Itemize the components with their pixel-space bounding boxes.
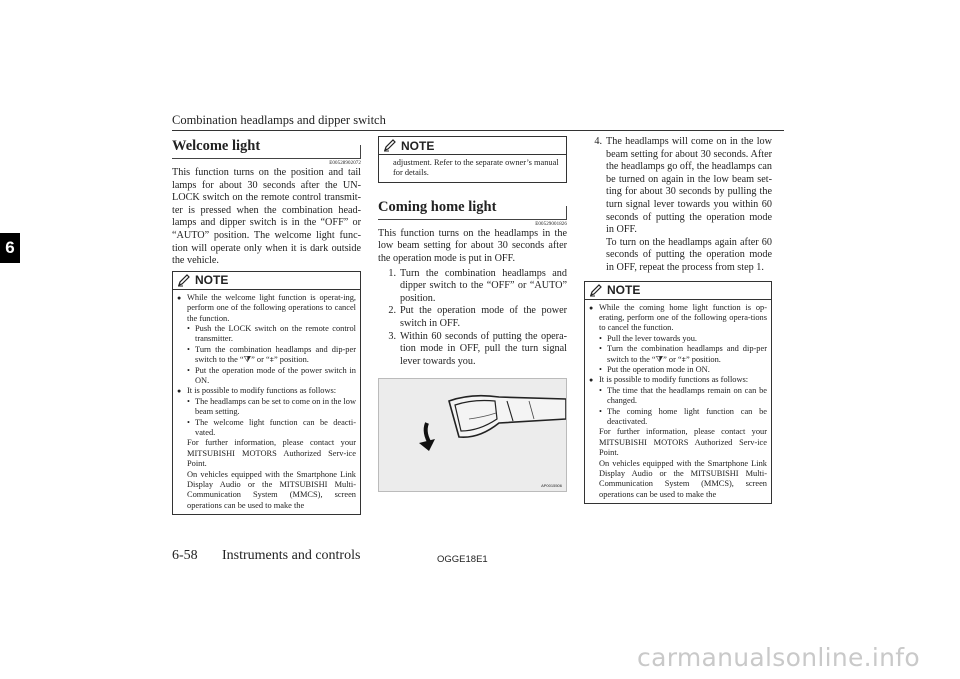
note-continued (378, 136, 567, 183)
watermark: carmanualsonline.info (637, 643, 920, 672)
section-tab: 6 (0, 233, 20, 263)
step-item: 1. Turn the combination headlamps and dipper switch to the “OFF” or “AUTO” position. (388, 267, 567, 304)
note-continued-text: adjustment. Refer to the separate owner’s manual for details. (393, 158, 559, 178)
note-sub-item: • The headlamps can be set to come on in the low beam setting. (187, 396, 356, 417)
turn-signal-lever-figure (378, 378, 567, 492)
figure-code: AP0015506 (541, 483, 562, 489)
bullet-icon: ● (177, 293, 182, 302)
note-sub-item: • The coming home light function can be deactivated. (599, 406, 767, 426)
step-continuation: To turn on the headlamps again after 60 seconds of putting the operation mode in OFF, repeat the process from step 1. (606, 236, 772, 273)
coming-home-light-code: E00529001826 (535, 221, 567, 227)
step-item: 3. Within 60 seconds of putting the opera-tion mode in OFF, pull the turn signal lever towards you. (388, 330, 567, 367)
bullet-icon: ● (589, 303, 594, 312)
note-header (585, 282, 771, 300)
column-coming-home-continued (584, 136, 772, 504)
note-sub-item: • Pull the lever towards you. (599, 333, 698, 343)
note-sub-item: • Push the LOCK switch on the remote control transmitter. (187, 323, 356, 344)
note-header (379, 137, 566, 155)
note-label: NOTE (607, 283, 641, 298)
step-item: 2. Put the operation mode of the power switch in OFF. (388, 305, 567, 329)
welcome-light-note (172, 271, 361, 516)
note-paragraph: On vehicles equipped with the Smartphone Link Display Audio or the MITSUBISHI Multi-Communication System (MMCS), screen operations can be used to make the (599, 458, 767, 499)
pencil-icon (383, 139, 398, 152)
welcome-light-body: This function turns on the position and tail lamps for about 30 seconds after the UN-LOCK switch on the remote control transmit-ter is pressed when the combination head-lamps and dipper switch is in the “OFF” or “AUTO” position. The welcome light func-tion will operate only when it is dark outside the vehicle. (172, 167, 361, 267)
note-item: ● It is possible to modify functions as follows: (177, 386, 337, 396)
document-code: OGGE18E1 (437, 554, 488, 565)
note-header (173, 272, 360, 290)
note-body (173, 290, 360, 515)
note-sub-item: • The welcome light function can be deacti-vated. (187, 417, 356, 438)
note-label: NOTE (195, 273, 229, 288)
note-sub-item: • Put the operation mode of the power switch in ON. (187, 365, 356, 385)
note-item: ● While the welcome light function is operat-ing, perform one of the following operations to cancel the function. (177, 292, 356, 323)
column-welcome-light (172, 136, 361, 515)
step-item: 4. The headlamps will come on in the low beam setting for about 30 seconds. After the headlamps go off, the headlamps can be turned on again in the low beam set-ting for about 30 seconds by pulling the turn signal lever towards you within 60 seconds of putting the operation mode in OFF. (594, 136, 772, 236)
note-item: ● It is possible to modify functions as follows: (589, 375, 749, 385)
column-coming-home-light (378, 136, 567, 492)
note-paragraph: On vehicles equipped with the Smartphone Link Display Audio or the MITSUBISHI Multi-Communication System (MMCS), screen operations can be used to make the (187, 469, 356, 510)
coming-home-light-body: This function turns on the headlamps in the low beam setting for about 30 seconds after the operation mode is put in OFF. (378, 227, 567, 264)
footer-chapter-title: Instruments and controls (222, 548, 361, 563)
welcome-light-code: E00528902072 (329, 161, 361, 166)
pencil-icon (177, 274, 192, 287)
pencil-icon (589, 284, 604, 297)
page-number: 6-58 (172, 548, 198, 563)
note-sub-item: • Turn the combination headlamps and dip-per switch to the “⧩” or “⧧” position. (187, 344, 356, 365)
note-body (585, 300, 771, 504)
lever-illustration (379, 379, 566, 491)
note-item: ● While the coming home light function is op-erating, perform one of the following opera-tions to cancel the function. (589, 302, 767, 333)
note-sub-item: • Turn the combination headlamps and dip-per switch to the “⧩” or “⧧” position. (599, 344, 767, 364)
coming-home-light-note (584, 281, 772, 505)
note-sub-item: • The time that the headlamps remain on can be changed. (599, 385, 767, 406)
note-label: NOTE (401, 138, 435, 153)
steps-list (378, 268, 567, 369)
note-sub-item: • Put the operation mode in ON. (599, 364, 710, 374)
steps-list (584, 136, 772, 237)
running-head: Combination headlamps and dipper switch (172, 113, 386, 127)
coming-home-light-title: Coming home light (378, 197, 567, 220)
bullet-icon: ● (589, 376, 594, 385)
note-paragraph: For further information, please contact your MITSUBISHI MOTORS Authorized Serv-ice Point. (187, 438, 356, 469)
bullet-icon: ● (177, 387, 182, 396)
welcome-light-title: Welcome light (172, 136, 361, 159)
header-rule (172, 130, 784, 131)
note-paragraph: For further information, please contact your MITSUBISHI MOTORS Authorized Serv-ice Point. (599, 427, 767, 458)
